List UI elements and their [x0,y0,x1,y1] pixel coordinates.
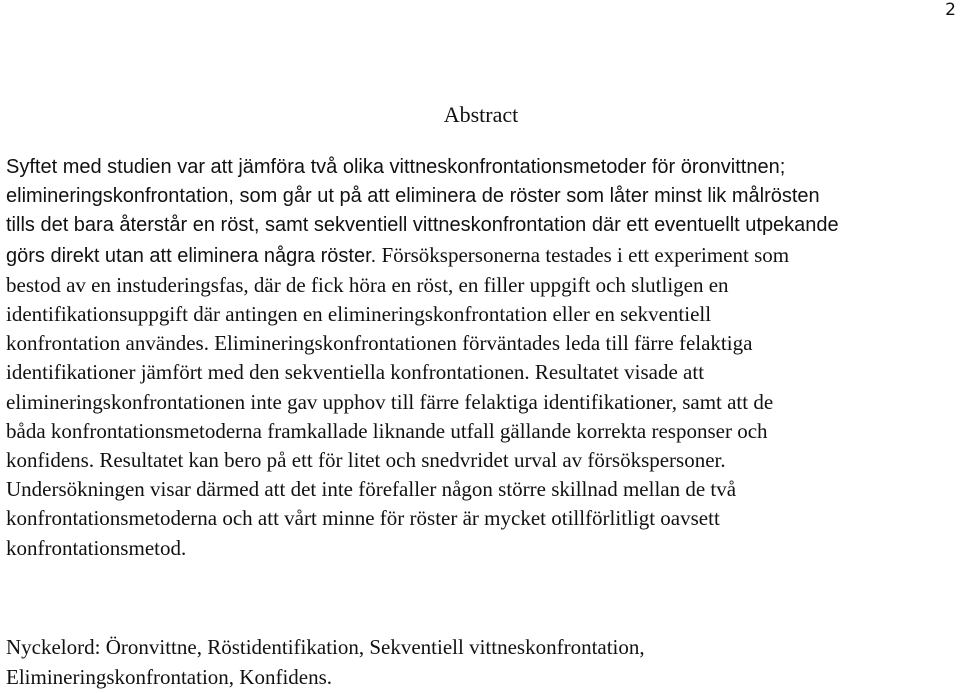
abstract-line: Syftet med studien var att jämföra två olika vittneskonfrontationsmetoder för öronvittnen; [6,156,786,178]
abstract-line: Undersökningen visar därmed att det inte förefaller någon större skillnad mellan de två [6,477,737,502]
abstract-line-segment: Försökspersonerna testades i ett experiment som [376,242,790,267]
abstract-line: konfrontationsmetod. [6,535,187,560]
abstract-line: elimineringskonfrontation, som går ut på att eliminera de röster som låter minst lik målrösten [6,185,820,208]
abstract-line: elimineringskonfrontationen inte gav upphov till färre felaktiga identifikationer, samt att de [6,389,774,414]
keywords-line: Nyckelord: Öronvittne, Röstidentifikation, Sekventiell vittneskonfrontation, [6,635,645,659]
keywords-section [6,633,956,692]
keywords-line: Elimineringskonfrontation, Konfidens. [6,664,333,689]
page-number: 2 [945,0,956,20]
abstract-line: konfidens. Resultatet kan bero på ett för litet och snedvridet urval av försökspersoner. [6,448,726,473]
abstract-line: identifikationsuppgift där antingen en elimineringskonfrontation eller en sekventiell [6,302,712,327]
abstract-line: bestod av en instuderingsfas, där de fick höra en röst, en filler uppgift och slutligen en [6,272,729,297]
abstract-body [6,153,956,563]
abstract-line: konfrontationsmetoderna och att vårt minne för röster är mycket otillförlitligt oavsett [6,506,720,531]
abstract-line-segment: görs direkt utan att eliminera några röster. [6,244,377,267]
abstract-heading: Abstract [443,102,519,127]
abstract-line: identifikationer jämfört med den sekventiella konfrontationen. Resultatet visade att [6,360,705,385]
abstract-line: tills det bara återstår en röst, samt sekventiell vittneskonfrontation där ett eventuellt utpekande [6,214,839,237]
abstract-line-mixed [6,241,956,271]
abstract-line: konfrontation användes. Elimineringskonfrontationen förväntades leda till färre felaktiga [6,331,753,356]
abstract-line: båda konfrontationsmetoderna framkallade liknande utfall gällande korrekta responser och [6,418,768,443]
